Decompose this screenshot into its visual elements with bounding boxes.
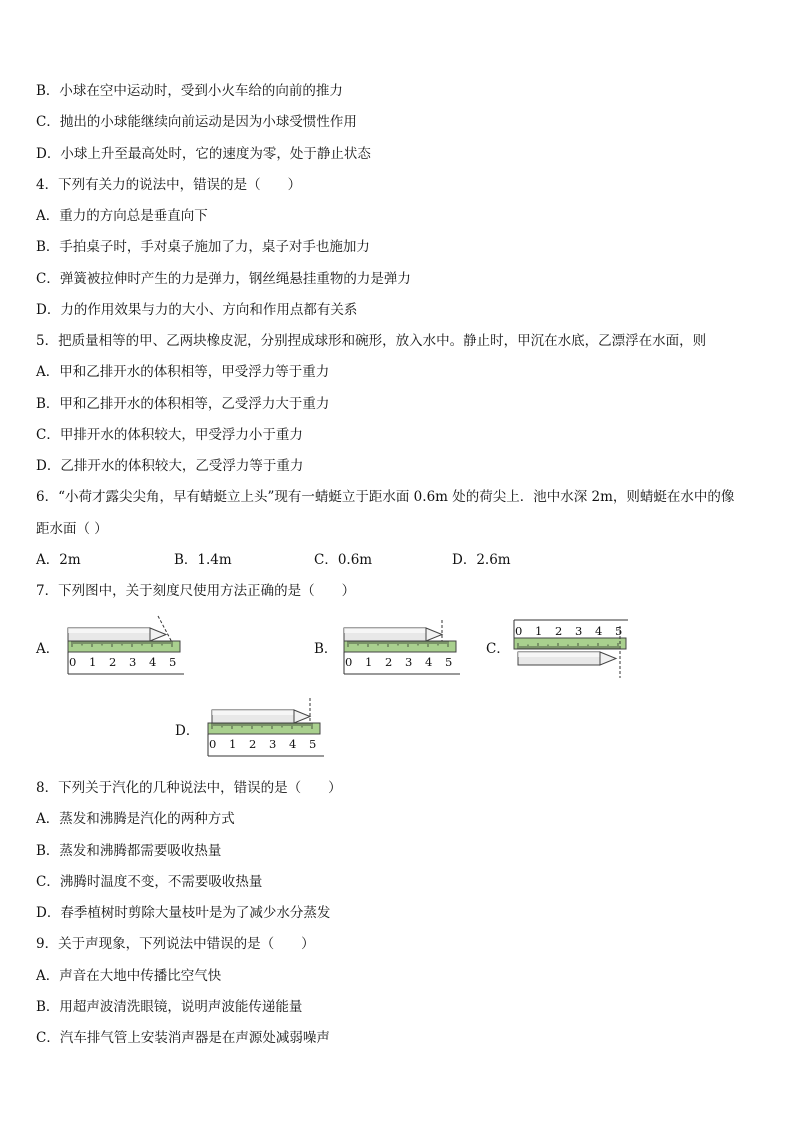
q8-option-d: D．春季植树时剪除大量枝叶是为了减少水分蒸发 [36, 905, 331, 921]
ruler-d-numbers [209, 737, 316, 751]
q4-option-c: C．弹簧被拉伸时产生的力是弹力，钢丝绳悬挂重物的力是弹力 [36, 271, 411, 287]
q6-stem-line2: 距水面（ ） [36, 521, 108, 537]
q9-option-b: B．用超声波清洗眼镜，说明声波能传递能量 [36, 999, 303, 1015]
ruler-tick-label: 0 [69, 655, 77, 669]
ruler-tick-label: 5 [615, 624, 623, 638]
ruler-tick-label: 5 [445, 655, 453, 669]
ruler-tick-label: 3 [269, 737, 277, 751]
q5-option-b: B．甲和乙排开水的体积相等，乙受浮力大于重力 [36, 396, 330, 412]
q4-stem: 4．下列有关力的说法中，错误的是（ ） [36, 177, 302, 193]
ruler-tick-label: 3 [129, 655, 137, 669]
q3-option-c: C．抛出的小球能继续向前运动是因为小球受惯性作用 [36, 114, 357, 130]
ruler-tick-label: 5 [309, 737, 317, 751]
q6-option-b: B．1.4m [174, 552, 232, 568]
q7-label-c: C． [486, 641, 510, 657]
ruler-tick-label: 1 [535, 624, 543, 638]
q7-label-a: A． [36, 641, 60, 657]
ruler-tick-label: 4 [149, 655, 157, 669]
q9-option-c: C．汽车排气管上安装消声器是在声源处减弱噪声 [36, 1030, 330, 1046]
q7-stem: 7．下列图中，关于刻度尺使用方法正确的是（ ） [36, 583, 356, 599]
q8-option-a: A．蒸发和沸腾是汽化的两种方式 [36, 811, 235, 827]
q3-option-b: B．小球在空中运动时，受到小火车给的向前的推力 [36, 83, 343, 99]
q3-option-d: D．小球上升至最高处时，它的速度为零，处于静止状态 [36, 146, 371, 162]
q8-option-c: C．沸腾时温度不变，不需要吸收热量 [36, 874, 263, 890]
ruler-a-numbers [69, 655, 176, 669]
q9-option-a: A．声音在大地中传播比空气快 [36, 968, 222, 984]
ruler-c-numbers [515, 624, 622, 638]
q8-stem: 8．下列关于汽化的几种说法中，错误的是（ ） [36, 780, 342, 796]
ruler-tick-label: 2 [555, 624, 563, 638]
q5-option-c: C．甲排开水的体积较大，甲受浮力小于重力 [36, 427, 303, 443]
ruler-tick-label: 0 [209, 737, 217, 751]
q7-label-d: D． [175, 723, 200, 739]
q6-option-a: A．2m [36, 552, 81, 568]
ruler-b-numbers [345, 655, 452, 669]
q5-stem: 5．把质量相等的甲、乙两块橡皮泥，分别捏成球形和碗形，放入水中。静止时，甲沉在水底，乙漂浮在水面，则 [36, 333, 707, 349]
ruler-tick-label: 0 [515, 624, 523, 638]
q4-option-b: B．手拍桌子时，手对桌子施加了力，桌子对手也施加力 [36, 239, 370, 255]
ruler-tick-label: 4 [289, 737, 297, 751]
ruler-tick-label: 3 [575, 624, 583, 638]
q6-option-c: C．0.6m [314, 552, 373, 568]
ruler-tick-label: 5 [169, 655, 177, 669]
ruler-figure-d [202, 694, 332, 758]
ruler-tick-label: 3 [405, 655, 413, 669]
ruler-figure-b [338, 612, 468, 676]
ruler-figure-a [62, 612, 192, 676]
q4-option-d: D．力的作用效果与力的大小、方向和作用点都有关系 [36, 302, 358, 318]
ruler-tick-label: 4 [425, 655, 433, 669]
q9-stem: 9．关于声现象，下列说法中错误的是（ ） [36, 936, 315, 952]
ruler-tick-label: 1 [365, 655, 373, 669]
q5-option-a: A．甲和乙排开水的体积相等，甲受浮力等于重力 [36, 364, 330, 380]
q6-option-d: D．2.6m [452, 552, 511, 568]
ruler-tick-label: 1 [229, 737, 237, 751]
ruler-tick-label: 2 [249, 737, 257, 751]
q8-option-b: B．蒸发和沸腾都需要吸收热量 [36, 843, 222, 859]
ruler-tick-label: 0 [345, 655, 353, 669]
ruler-tick-label: 2 [109, 655, 117, 669]
q6-stem-line1: 6．“小荷才露尖尖角，早有蜻蜓立上头”现有一蜻蜓立于距水面 0.6m 处的荷尖上．池中水深 2m，则蜻蜓在水中的像 [36, 489, 735, 505]
q5-option-d: D．乙排开水的体积较大，乙受浮力等于重力 [36, 458, 304, 474]
ruler-figure-c [508, 616, 638, 680]
ruler-tick-label: 4 [595, 624, 603, 638]
ruler-tick-label: 2 [385, 655, 393, 669]
ruler-tick-label: 1 [89, 655, 97, 669]
q4-option-a: A．重力的方向总是垂直向下 [36, 208, 208, 224]
q7-label-b: B． [314, 641, 338, 657]
